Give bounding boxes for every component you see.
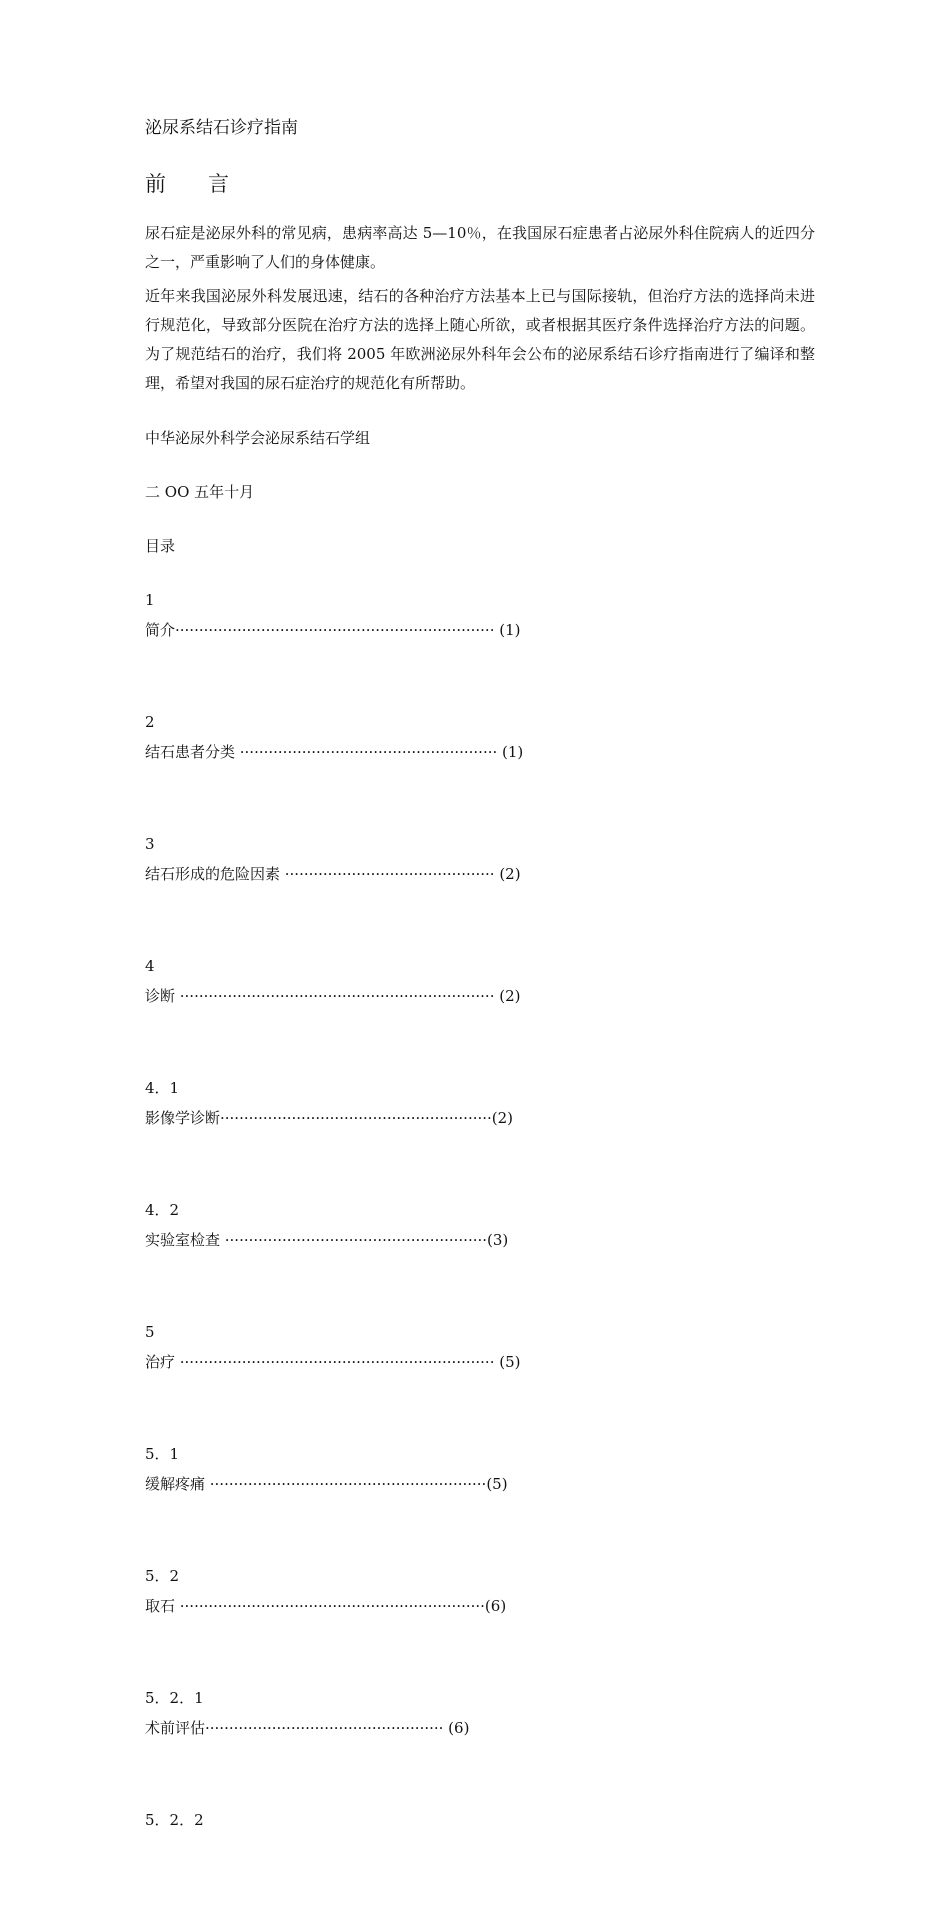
toc-entry-number: 2 (145, 713, 155, 731)
toc-entry-number: 3 (145, 835, 155, 853)
organization-name: 中华泌尿外科学会泌尿系结石学组 (145, 429, 371, 447)
document-date: 二 OO 五年十月 (145, 483, 255, 501)
toc-entry-title: 缓解疼痛 ··························································(5) (145, 1475, 508, 1493)
toc-entry-title: 实验室检查 ·······················································(3) (145, 1231, 509, 1249)
preface-paragraph-2: 近年来我国泌尿外科发展迅速，结石的各种治疗方法基本上已与国际接轨，但治疗方法的选择尚未进行规范化，导致部分医院在治疗方法的选择上随心所欲，或者根据其医疗条件选择治疗方法的问题。为了规范结石的治疗，我们将 2005 年欧洲泌尿外科年会公布的泌尿系结石诊疗指南进行了编译和整理，希望对我国的尿石症治疗的规范化有所帮助。 (145, 287, 815, 392)
toc-entry-number: 1 (145, 591, 155, 609)
toc-entry-title: 诊断 ·································································· (2) (145, 987, 521, 1005)
toc-entry-number: 5．2．1 (145, 1689, 204, 1707)
toc-entry-number: 4．1 (145, 1079, 180, 1097)
toc-entry-title: 简介··································································· (1) (145, 621, 521, 639)
preface-paragraph-1: 尿石症是泌尿外科的常见病，患病率高达 5—10％，在我国尿石症患者占泌尿外科住院病人的近四分之一，严重影响了人们的身体健康。 (145, 224, 815, 271)
toc-entry-title: 结石患者分类 ······················································ (1) (145, 743, 524, 761)
toc-entry-title: 取石 ································································(6) (145, 1597, 507, 1615)
toc-title: 目录 (145, 537, 176, 555)
document-title: 泌尿系结石诊疗指南 (145, 118, 298, 138)
preface-heading: 前言 (145, 172, 271, 196)
toc-entry-title: 术前评估·················································· (6) (145, 1719, 470, 1737)
toc-entry-number: 5．2 (145, 1567, 180, 1585)
toc-entry-number: 5 (145, 1323, 155, 1341)
toc-entry-number: 4．2 (145, 1201, 180, 1219)
toc-entry-title: 治疗 ·································································· (5) (145, 1353, 521, 1371)
toc-entry-title: 结石形成的危险因素 ············································ (2) (145, 865, 521, 883)
toc-entry-title: 影像学诊断·························································(2) (145, 1109, 514, 1127)
toc-entry-number: 4 (145, 957, 155, 975)
toc-entry-number: 5．1 (145, 1445, 180, 1463)
toc-entry-number: 5．2．2 (145, 1811, 204, 1829)
